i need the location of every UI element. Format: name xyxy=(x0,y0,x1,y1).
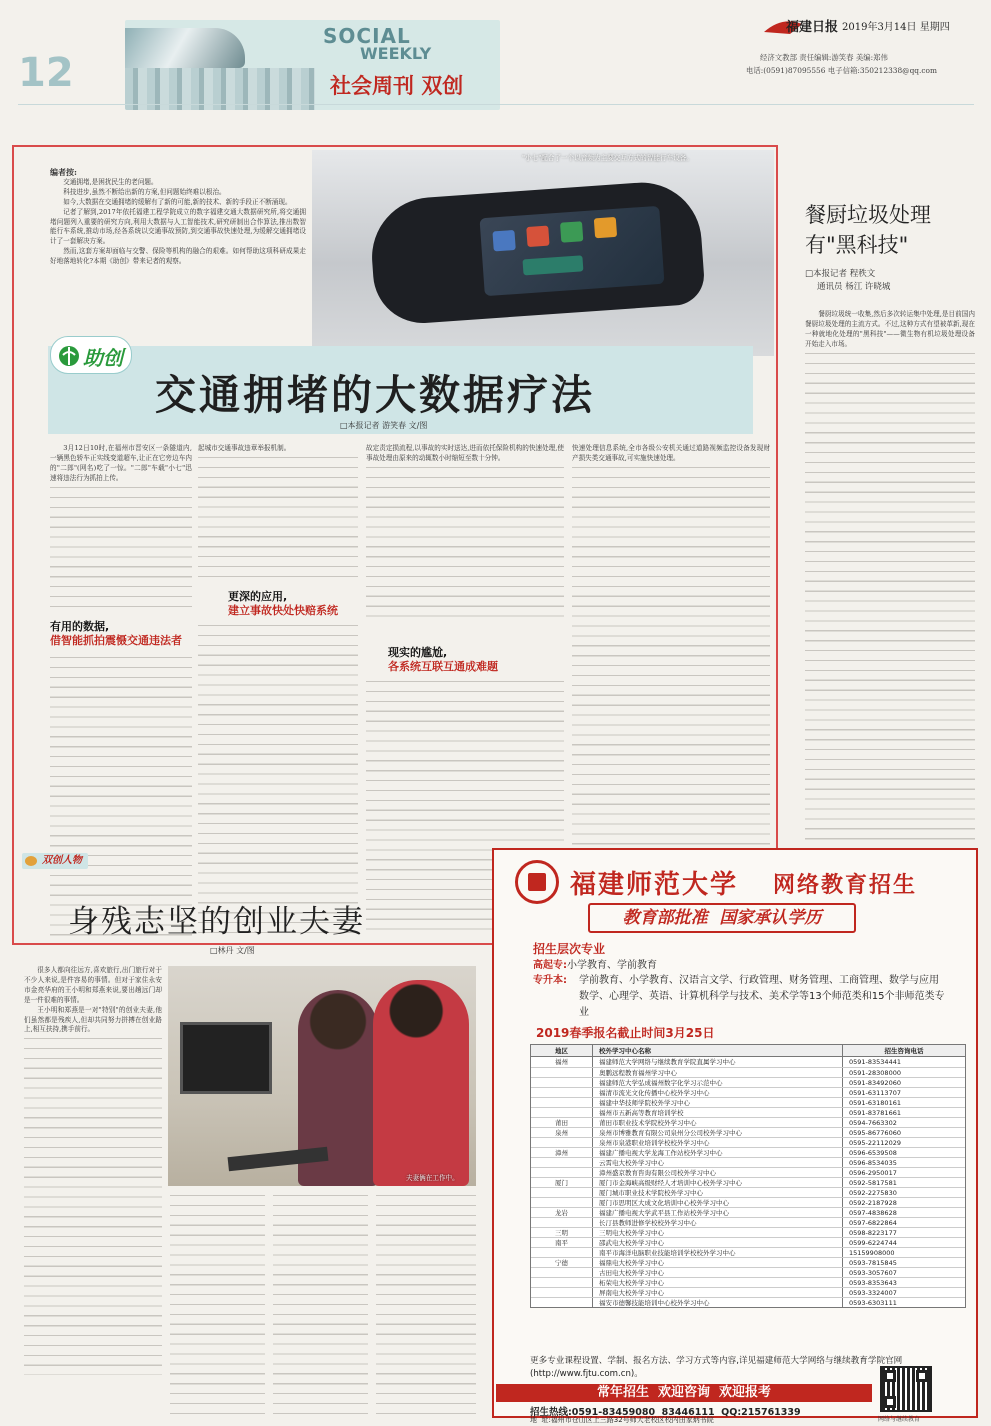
cell-phone: 0593-8353643 xyxy=(849,1279,897,1287)
ad-banner: 常年招生 欢迎咨询 欢迎报考 xyxy=(496,1384,872,1402)
table-row xyxy=(531,1237,965,1247)
cell-phone: 0599-6224744 xyxy=(849,1239,897,1247)
cell-center: 云霄电大校外学习中心 xyxy=(593,1158,843,1167)
subhead-2: 更深的应用, 建立事故快处快赔系统 xyxy=(228,590,338,617)
ad-levels-title: 招生层次专业 xyxy=(533,942,606,956)
people-byline: □林丹 文/图 xyxy=(210,946,255,955)
cell-phone: 0591-28308000 xyxy=(849,1069,901,1077)
main-col-4: 快速处理信息系统,全市各级公安机关通过道路视频监控设备发现财产损失类交通事故,可实施快速处理。 xyxy=(572,444,770,914)
editor-note: 编者按: 交通拥堵,是困扰民生的老问题。 科技进步,虽然不断给出新的方案,但问题始终难以根治。 如今,大数据在交通拥堵的缓解有了新的可能,新的技术、新的手段正不断涌现。 记者了解到,2017年依托福建工程学院成立的数字福建交通大数据研究所,将交通拥堵问题列入重要的研究方向,利用大数据与人工智能技术,研究研制出合作算法,推出数智能行车系统,推动市场,经各系统以交通事故预防,到交通事故快速处理,为缓解交通拥堵设计了一套解决方案。 然而,这套方案却面临与交警、保险等机构的融合的艰难。如何帮助这项科研成果走好地落地转化?本期《助创》带来记者的观察。 xyxy=(50,167,306,266)
cell-center: 泉州市泉港职业培训学校校外学习中心 xyxy=(593,1138,843,1147)
people-photo xyxy=(168,966,476,1186)
cell-region xyxy=(531,1198,593,1207)
table-row xyxy=(531,1247,965,1257)
cell-center: 厦门市思明区大成文化培训中心校外学习中心 xyxy=(593,1198,843,1207)
cell-center: 漳州盛京教育咨询有限公司校外学习中心 xyxy=(593,1168,843,1177)
cell-center: 福建广播电视大学龙海工作站校外学习中心 xyxy=(593,1148,843,1157)
table-row xyxy=(531,1177,965,1187)
table-row xyxy=(531,1107,965,1117)
cell-center: 厦门城市职业技术学院校外学习中心 xyxy=(593,1188,843,1197)
main-col-2-body xyxy=(198,622,358,936)
cell-region xyxy=(531,1108,593,1117)
cell-phone: 0591-63113707 xyxy=(849,1089,901,1097)
table-row xyxy=(531,1297,965,1307)
table-row xyxy=(531,1157,965,1167)
cell-center: 屏南电大校外学习中心 xyxy=(593,1288,843,1297)
cell-region xyxy=(531,1278,593,1287)
social-label: SOCIAL xyxy=(323,24,411,48)
ad-more-info: 更多专业课程设置、学制、报名方法、学习方式等内容,详见福建师范大学网络与继续教育学院官网(http://www.fjtu.com.cn)。 xyxy=(530,1356,903,1379)
table-row xyxy=(531,1197,965,1207)
table-row xyxy=(531,1087,965,1097)
table-row xyxy=(531,1137,965,1147)
people-tag-icon xyxy=(25,856,37,866)
table-row xyxy=(531,1257,965,1267)
person-2 xyxy=(373,980,469,1186)
cell-center: 福安市德馨技能培训中心校外学习中心 xyxy=(593,1298,843,1307)
cell-center: 奥鹏远程教育福州学习中心 xyxy=(593,1068,843,1077)
cell-phone: 0597-6822864 xyxy=(849,1219,897,1227)
main-headline: 交通拥堵的大数据疗法 xyxy=(155,371,595,419)
cell-region xyxy=(531,1288,593,1297)
table-row xyxy=(531,1057,965,1067)
table-row xyxy=(531,1147,965,1157)
table-body xyxy=(531,1057,965,1307)
cell-phone: 0596-8534035 xyxy=(849,1159,897,1167)
cell-phone: 0592-2187928 xyxy=(849,1199,897,1207)
table-row xyxy=(531,1207,965,1217)
cell-phone: 0593-7815845 xyxy=(849,1259,897,1267)
cell-region: 龙岩 xyxy=(531,1208,593,1217)
ad-gaoqizhuan: 高起专:小学教育、学前教育 xyxy=(533,960,657,971)
weekly-label: WEEKLY xyxy=(360,44,432,63)
cell-center: 福建师范大学弘成福州数字化学习示范中心 xyxy=(593,1078,843,1087)
side-headline: 餐厨垃圾处理 有"黑科技" xyxy=(805,203,931,257)
ad-address: 地 址:福州市仓山区上三路32号师大老校区校内田家炳书院 xyxy=(530,1416,714,1424)
cell-region: 福州 xyxy=(531,1057,593,1067)
people-col-1: 很多人都向往远方,喜欢旅行,出门旅行对于不少人来说,是件容易的事情。但对于家住永安市金亮华府的王小明和郑燕来说,要出趟远门却是一件很难的事情。 王小明和郑燕是一对"特别"的创业夫妻,他们虽然都是残疾人,但却共同努力拼搏在创业路上,相互扶持,携手前行。 xyxy=(24,966,162,1375)
cell-center: 柘荣电大校外学习中心 xyxy=(593,1278,843,1287)
qr-caption: 网络与继续教育 xyxy=(878,1416,921,1423)
center-table xyxy=(530,1044,966,1308)
subhead-3: 现实的尴尬, 各系统互联互通成难题 xyxy=(388,646,498,673)
monitor xyxy=(180,1022,272,1094)
cell-phone: 0594-7663302 xyxy=(849,1119,897,1127)
people-col-3 xyxy=(273,1192,368,1418)
cell-center: 古田电大校外学习中心 xyxy=(593,1268,843,1277)
cell-center: 厦门市金海峡高级财经人才培训中心校外学习中心 xyxy=(593,1178,843,1187)
cell-phone: 0595-22112029 xyxy=(849,1139,901,1147)
cell-phone: 0596-6539508 xyxy=(849,1149,897,1157)
table-row xyxy=(531,1277,965,1287)
cell-center: 南平市海洋电脑职业技能培训学校校外学习中心 xyxy=(593,1248,843,1257)
editors-line: 经济文教部 责任编辑:游笑春 美编:郑伟 xyxy=(760,53,888,62)
qr-code xyxy=(880,1366,932,1412)
side-byline: □本报记者 程秩文 通讯员 杨江 许晓城 xyxy=(805,269,891,292)
cell-center: 邵武电大校外学习中心 xyxy=(593,1238,843,1247)
people-col-4 xyxy=(376,1192,476,1418)
cell-phone: 0593-3324007 xyxy=(849,1289,897,1297)
cell-phone: 15159908000 xyxy=(849,1249,895,1257)
cell-region: 厦门 xyxy=(531,1178,593,1187)
cell-center: 三明电大校外学习中心 xyxy=(593,1228,843,1237)
side-article-body: 餐厨垃圾统一收集,然后多次转运集中处理,是目前国内餐厨垃圾处理的主流方式。不过,这种方式有望被革新,现在一种就地化处理的"黑科技"——微生物有机垃圾处理设备开始走入市场。 xyxy=(805,310,975,1130)
cell-region xyxy=(531,1068,593,1077)
cell-region: 泉州 xyxy=(531,1128,593,1137)
contact-line: 电话:(0591)87095556 电子信箱:350212338@qq.com xyxy=(746,66,937,75)
cell-region xyxy=(531,1078,593,1087)
table-row xyxy=(531,1217,965,1227)
table-row xyxy=(531,1187,965,1197)
cell-phone: 0596-2950017 xyxy=(849,1169,897,1177)
cell-phone: 0597-4838628 xyxy=(849,1209,897,1217)
table-row xyxy=(531,1167,965,1177)
ad-school-name: 福建师范大学 xyxy=(570,870,739,900)
cell-region: 宁德 xyxy=(531,1258,593,1267)
people-photo-caption: 夫妻俩在工作中。 xyxy=(406,1174,459,1182)
table-row xyxy=(531,1227,965,1237)
cell-phone: 0591-63180161 xyxy=(849,1099,901,1107)
cell-center: 莆田市职业技术学院校外学习中心 xyxy=(593,1118,843,1127)
cell-center: 泉州市博雅教育有限公司泉州分公司校外学习中心 xyxy=(593,1128,843,1137)
ad-deadline: 2019春季报名截止时间3月25日 xyxy=(536,1026,715,1040)
ad-zhuanshengben: 专升本: 学前教育、小学教育、汉语言文学、行政管理、财务管理、工商管理、数学与应用数学、心理学、英语、计算机科学与技术、美术学等13个师范类和15个非师范类专业 xyxy=(533,975,945,1018)
cell-center: 长汀县教师进修学校校外学习中心 xyxy=(593,1218,843,1227)
table-row xyxy=(531,1077,965,1087)
main-col-1: 3月12日10时,在福州市晋安区一条隧道内,一辆黑色轿车正实线变道超车,让正在它旁边车内的"二郎"(网名)吃了一惊。"二郎"车载"小七"迅速将违法行为抓拍上传。 xyxy=(50,444,192,609)
people-col-2 xyxy=(170,1192,265,1418)
cell-phone: 0592-2275830 xyxy=(849,1189,897,1197)
ad-slogan: 教育部批准 国家承认学历 xyxy=(588,903,856,933)
zhuchuang-logo: 助创 xyxy=(50,336,132,374)
table-header: 地区 校外学习中心名称 招生咨询电话 xyxy=(531,1045,965,1057)
cell-region xyxy=(531,1298,593,1307)
cell-region xyxy=(531,1218,593,1227)
main-col-1-body xyxy=(50,654,192,936)
cell-center: 福州市五新高等教育培训学校 xyxy=(593,1108,843,1117)
cell-center: 福清市流光文化传播中心校外学习中心 xyxy=(593,1088,843,1097)
cell-region xyxy=(531,1268,593,1277)
cell-region xyxy=(531,1088,593,1097)
brand-logo: 福建日报 xyxy=(762,14,840,36)
ad-title: 网络教育招生 xyxy=(773,872,918,898)
header-banner xyxy=(125,20,500,110)
main-byline: □本报记者 游笑春 文/图 xyxy=(340,421,428,430)
cell-center: 福建中华技师学院校外学习中心 xyxy=(593,1098,843,1107)
cell-region xyxy=(531,1138,593,1147)
subhead-1: 有用的数据, 借智能抓拍震慑交通违法者 xyxy=(50,620,182,647)
people-headline: 身残志坚的创业夫妻 xyxy=(68,904,365,940)
main-col-2: 起城市交通事故违章举报机制。 xyxy=(198,444,358,579)
table-row xyxy=(531,1067,965,1077)
cell-center: 福鼎电大校外学习中心 xyxy=(593,1258,843,1267)
ad-emblem xyxy=(515,860,559,904)
cell-phone: 0595-86776060 xyxy=(849,1129,901,1137)
main-col-3: 故定责定损流程,以事故的实时送达,进而依托保险机构的快速处理,使事故处理由原来的动辄数小时缩短至数十分钟。 xyxy=(366,444,564,624)
ad-hotline-text: 招生热线:0591-83459080 83446111 QQ:215761339 xyxy=(530,1407,801,1418)
section-title: 社会周刊 双创 xyxy=(330,74,464,98)
table-row xyxy=(531,1267,965,1277)
table-row xyxy=(531,1287,965,1297)
cell-region: 莆田 xyxy=(531,1118,593,1127)
table-row xyxy=(531,1117,965,1127)
cell-region: 漳州 xyxy=(531,1148,593,1157)
cell-phone: 0593-6303111 xyxy=(849,1299,897,1307)
table-row xyxy=(531,1127,965,1137)
device-screen xyxy=(479,206,664,296)
cell-phone: 0598-8223177 xyxy=(849,1229,897,1237)
cell-region xyxy=(531,1158,593,1167)
cell-region: 南平 xyxy=(531,1238,593,1247)
feature-photo xyxy=(312,150,774,356)
cell-center: 福建师范大学网络与继续教育学院直属学习中心 xyxy=(593,1057,843,1067)
cell-phone: 0591-83492060 xyxy=(849,1079,901,1087)
cell-region xyxy=(531,1098,593,1107)
people-tag: 双创人物 xyxy=(22,853,88,869)
cell-phone: 0593-3057607 xyxy=(849,1269,897,1277)
editor-note-title: 编者按: xyxy=(50,167,77,177)
cell-region xyxy=(531,1168,593,1177)
cell-region: 三明 xyxy=(531,1228,593,1237)
cell-phone: 0592-5817581 xyxy=(849,1179,897,1187)
table-row xyxy=(531,1097,965,1107)
cell-region xyxy=(531,1188,593,1197)
cell-center: 福建广播电视大学武平县工作站校外学习中心 xyxy=(593,1208,843,1217)
cell-phone: 0591-83781661 xyxy=(849,1109,901,1117)
cell-phone: 0591-83534441 xyxy=(849,1058,901,1066)
train-graphic xyxy=(125,28,245,68)
photo-caption: "小七"配合了一个以音频为主要交互方式的智能行车设备。 xyxy=(522,154,693,162)
issue-date: 2019年3月14日 星期四 xyxy=(842,22,950,33)
cell-region xyxy=(531,1248,593,1257)
page-number: 12 xyxy=(18,50,74,96)
